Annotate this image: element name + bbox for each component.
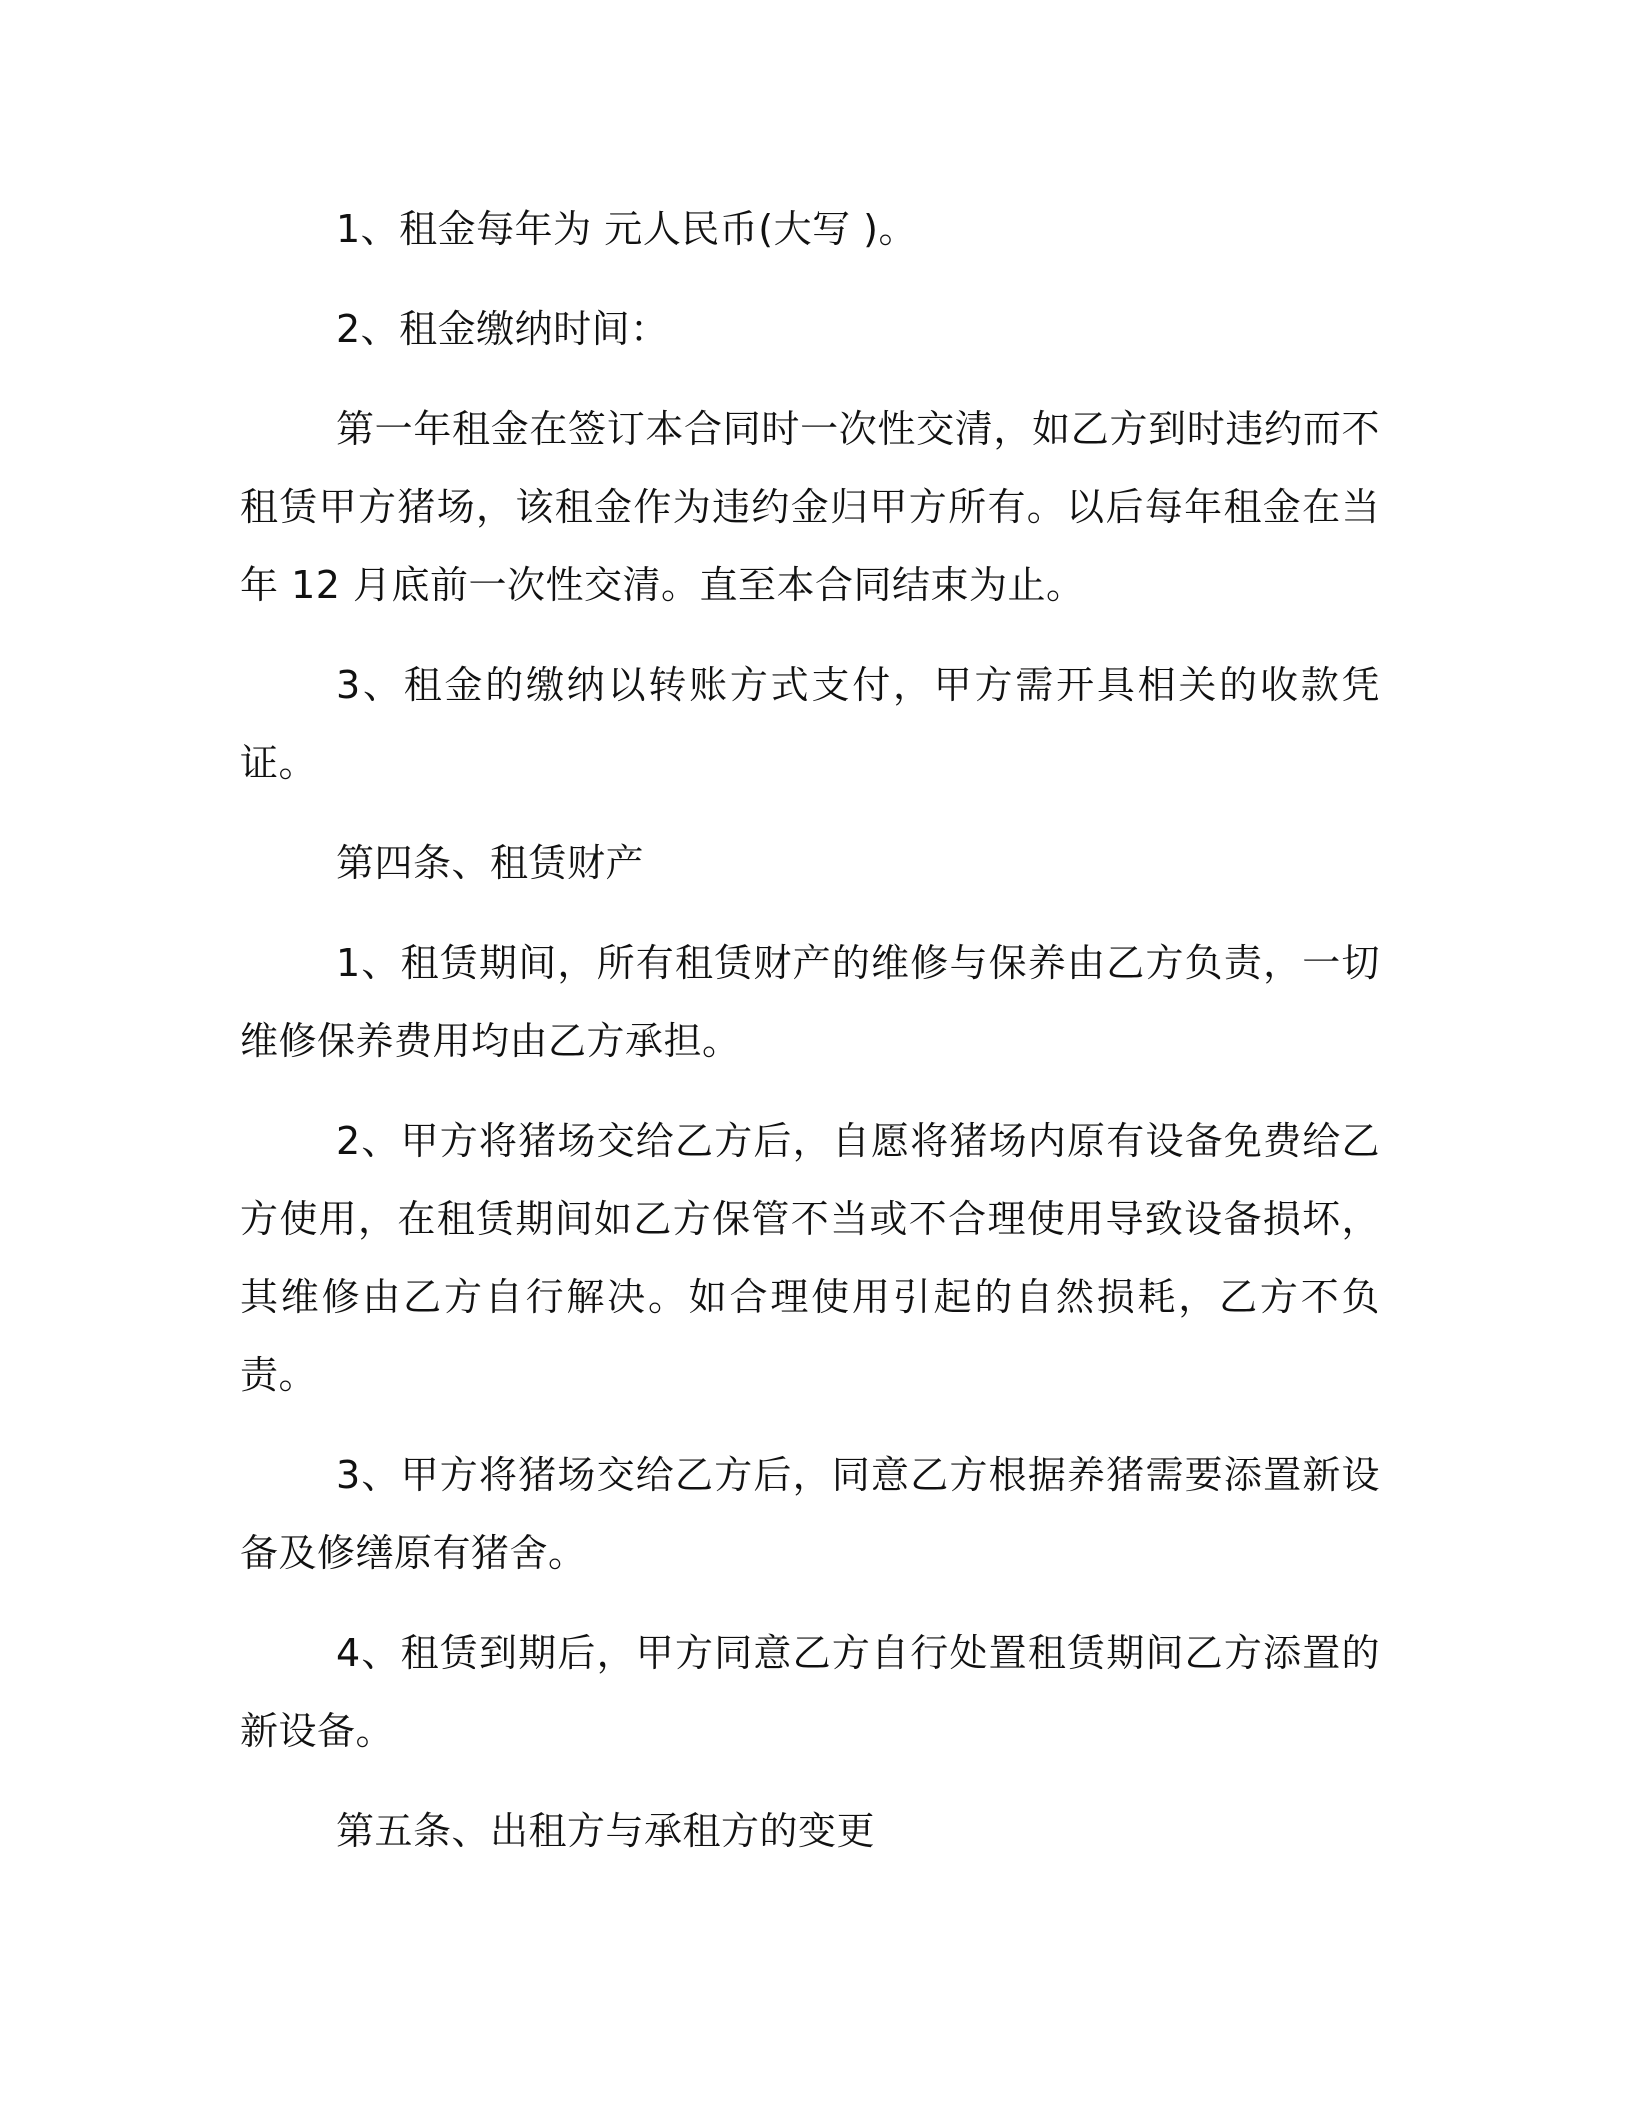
article-five-heading: 第五条、出租方与承租方的变更	[336, 1809, 876, 1853]
rent-amount-clause: 1、租金每年为 元人民币(大写 )。	[336, 207, 917, 251]
first-year-rent-paragraph: 第一年租金在签订本合同时一次性交清，如乙方到时违约而不租赁甲方猪场，该租金作为违约金归甲方所有。以后每年租金在当年 12 月底前一次性交清。直至本合同结束为止。	[240, 407, 1380, 607]
article-four-heading: 第四条、租赁财产	[336, 841, 645, 885]
rent-payment-time-clause: 2、租金缴纳时间：	[336, 307, 669, 351]
document-body	[240, 190, 1380, 1892]
payment-method-clause: 3、租金的缴纳以转账方式支付，甲方需开具相关的收款凭证。	[240, 663, 1380, 785]
equipment-disposal-clause: 4、租赁到期后，甲方同意乙方自行处置租赁期间乙方添置的新设备。	[240, 1631, 1380, 1753]
equipment-use-clause: 2、甲方将猪场交给乙方后，自愿将猪场内原有设备免费给乙方使用，在租赁期间如乙方保管不当或不合理使用导致设备损坏，其维修由乙方自行解决。如合理使用引起的自然损耗，乙方不负责。	[240, 1119, 1380, 1397]
new-equipment-clause: 3、甲方将猪场交给乙方后，同意乙方根据养猪需要添置新设备及修缮原有猪舍。	[240, 1453, 1380, 1575]
maintenance-clause: 1、租赁期间，所有租赁财产的维修与保养由乙方负责，一切维修保养费用均由乙方承担。	[240, 941, 1380, 1063]
